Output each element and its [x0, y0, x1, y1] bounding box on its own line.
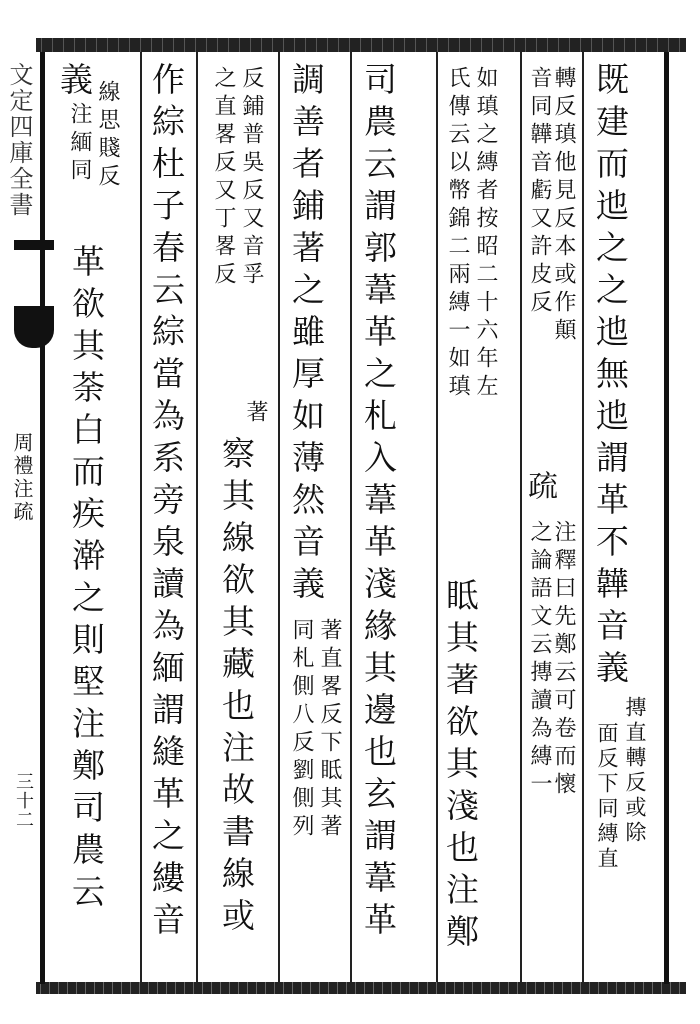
note-column-3b: 氏傳云以幣錦二兩縳一如瑱	[445, 66, 470, 402]
note-column-2d: 之論語文云摶讀為縳一	[527, 520, 552, 800]
fish-tail-top-mark	[14, 240, 54, 250]
fish-tail-mark	[14, 306, 54, 348]
note-column-8a: 線思賤反	[95, 80, 120, 192]
note-column-2a: 轉反瑱他見反本或作顛	[551, 66, 576, 346]
column-rule	[278, 52, 280, 982]
note-column-3a: 如瑱之縳者按昭二十六年左	[473, 66, 498, 402]
text-column-8: 革欲其荼白而疾澣之則堅注鄭司農云	[67, 244, 106, 916]
column-rule	[520, 52, 522, 982]
column-rule	[140, 52, 142, 982]
text-column-1: 既建而迆之之迆無迆謂革不韡音義	[591, 62, 630, 692]
left-frame-border	[40, 52, 45, 984]
text-column-4: 司農云謂郭葦革之札入葦革淺緣其邊也玄謂葦革	[359, 62, 398, 944]
margin-chapter-tag: 文定四庫全書	[5, 62, 33, 218]
note-column-6c: 著	[243, 400, 268, 428]
text-column-8-head: 義	[55, 62, 94, 104]
note-column-2c: 注釋曰先鄭云可卷而懷	[551, 520, 576, 800]
note-column-1a: 摶直轉反或除	[623, 696, 647, 846]
column-rule	[196, 52, 198, 982]
book-title: 周禮注疏	[10, 432, 34, 524]
text-column-3: 眡其著欲其淺也注鄭	[441, 578, 480, 956]
note-column-2b: 音同韡音虧又許皮反	[527, 66, 552, 318]
page-number: 三十二	[13, 772, 34, 829]
text-column-7: 作綜杜子春云綜當為系旁泉讀為緬謂縫革之縷音	[147, 62, 186, 944]
note-column-6a: 反鋪普吳反又音孚	[239, 66, 264, 290]
column-rule	[350, 52, 352, 982]
bottom-frame-border	[36, 982, 686, 994]
note-column-8b: 注緬同	[67, 102, 92, 186]
column-rule	[582, 52, 584, 982]
column-rule	[436, 52, 438, 982]
note-column-5a: 著直畧反下眡其著	[317, 618, 342, 842]
note-column-5b: 同札側八反劉側列	[289, 618, 314, 842]
top-frame-border	[36, 38, 686, 52]
note-column-1b: 面反下同縳直	[595, 722, 619, 872]
right-frame-border	[664, 52, 669, 984]
commentary-marker: 疏	[522, 470, 557, 509]
text-column-5: 調善者鋪著之雖厚如薄然音義	[287, 62, 326, 608]
note-column-6b: 之直畧反又丁畧反	[211, 66, 236, 290]
text-column-6: 察其線欲其藏也注故書線或	[217, 436, 256, 940]
